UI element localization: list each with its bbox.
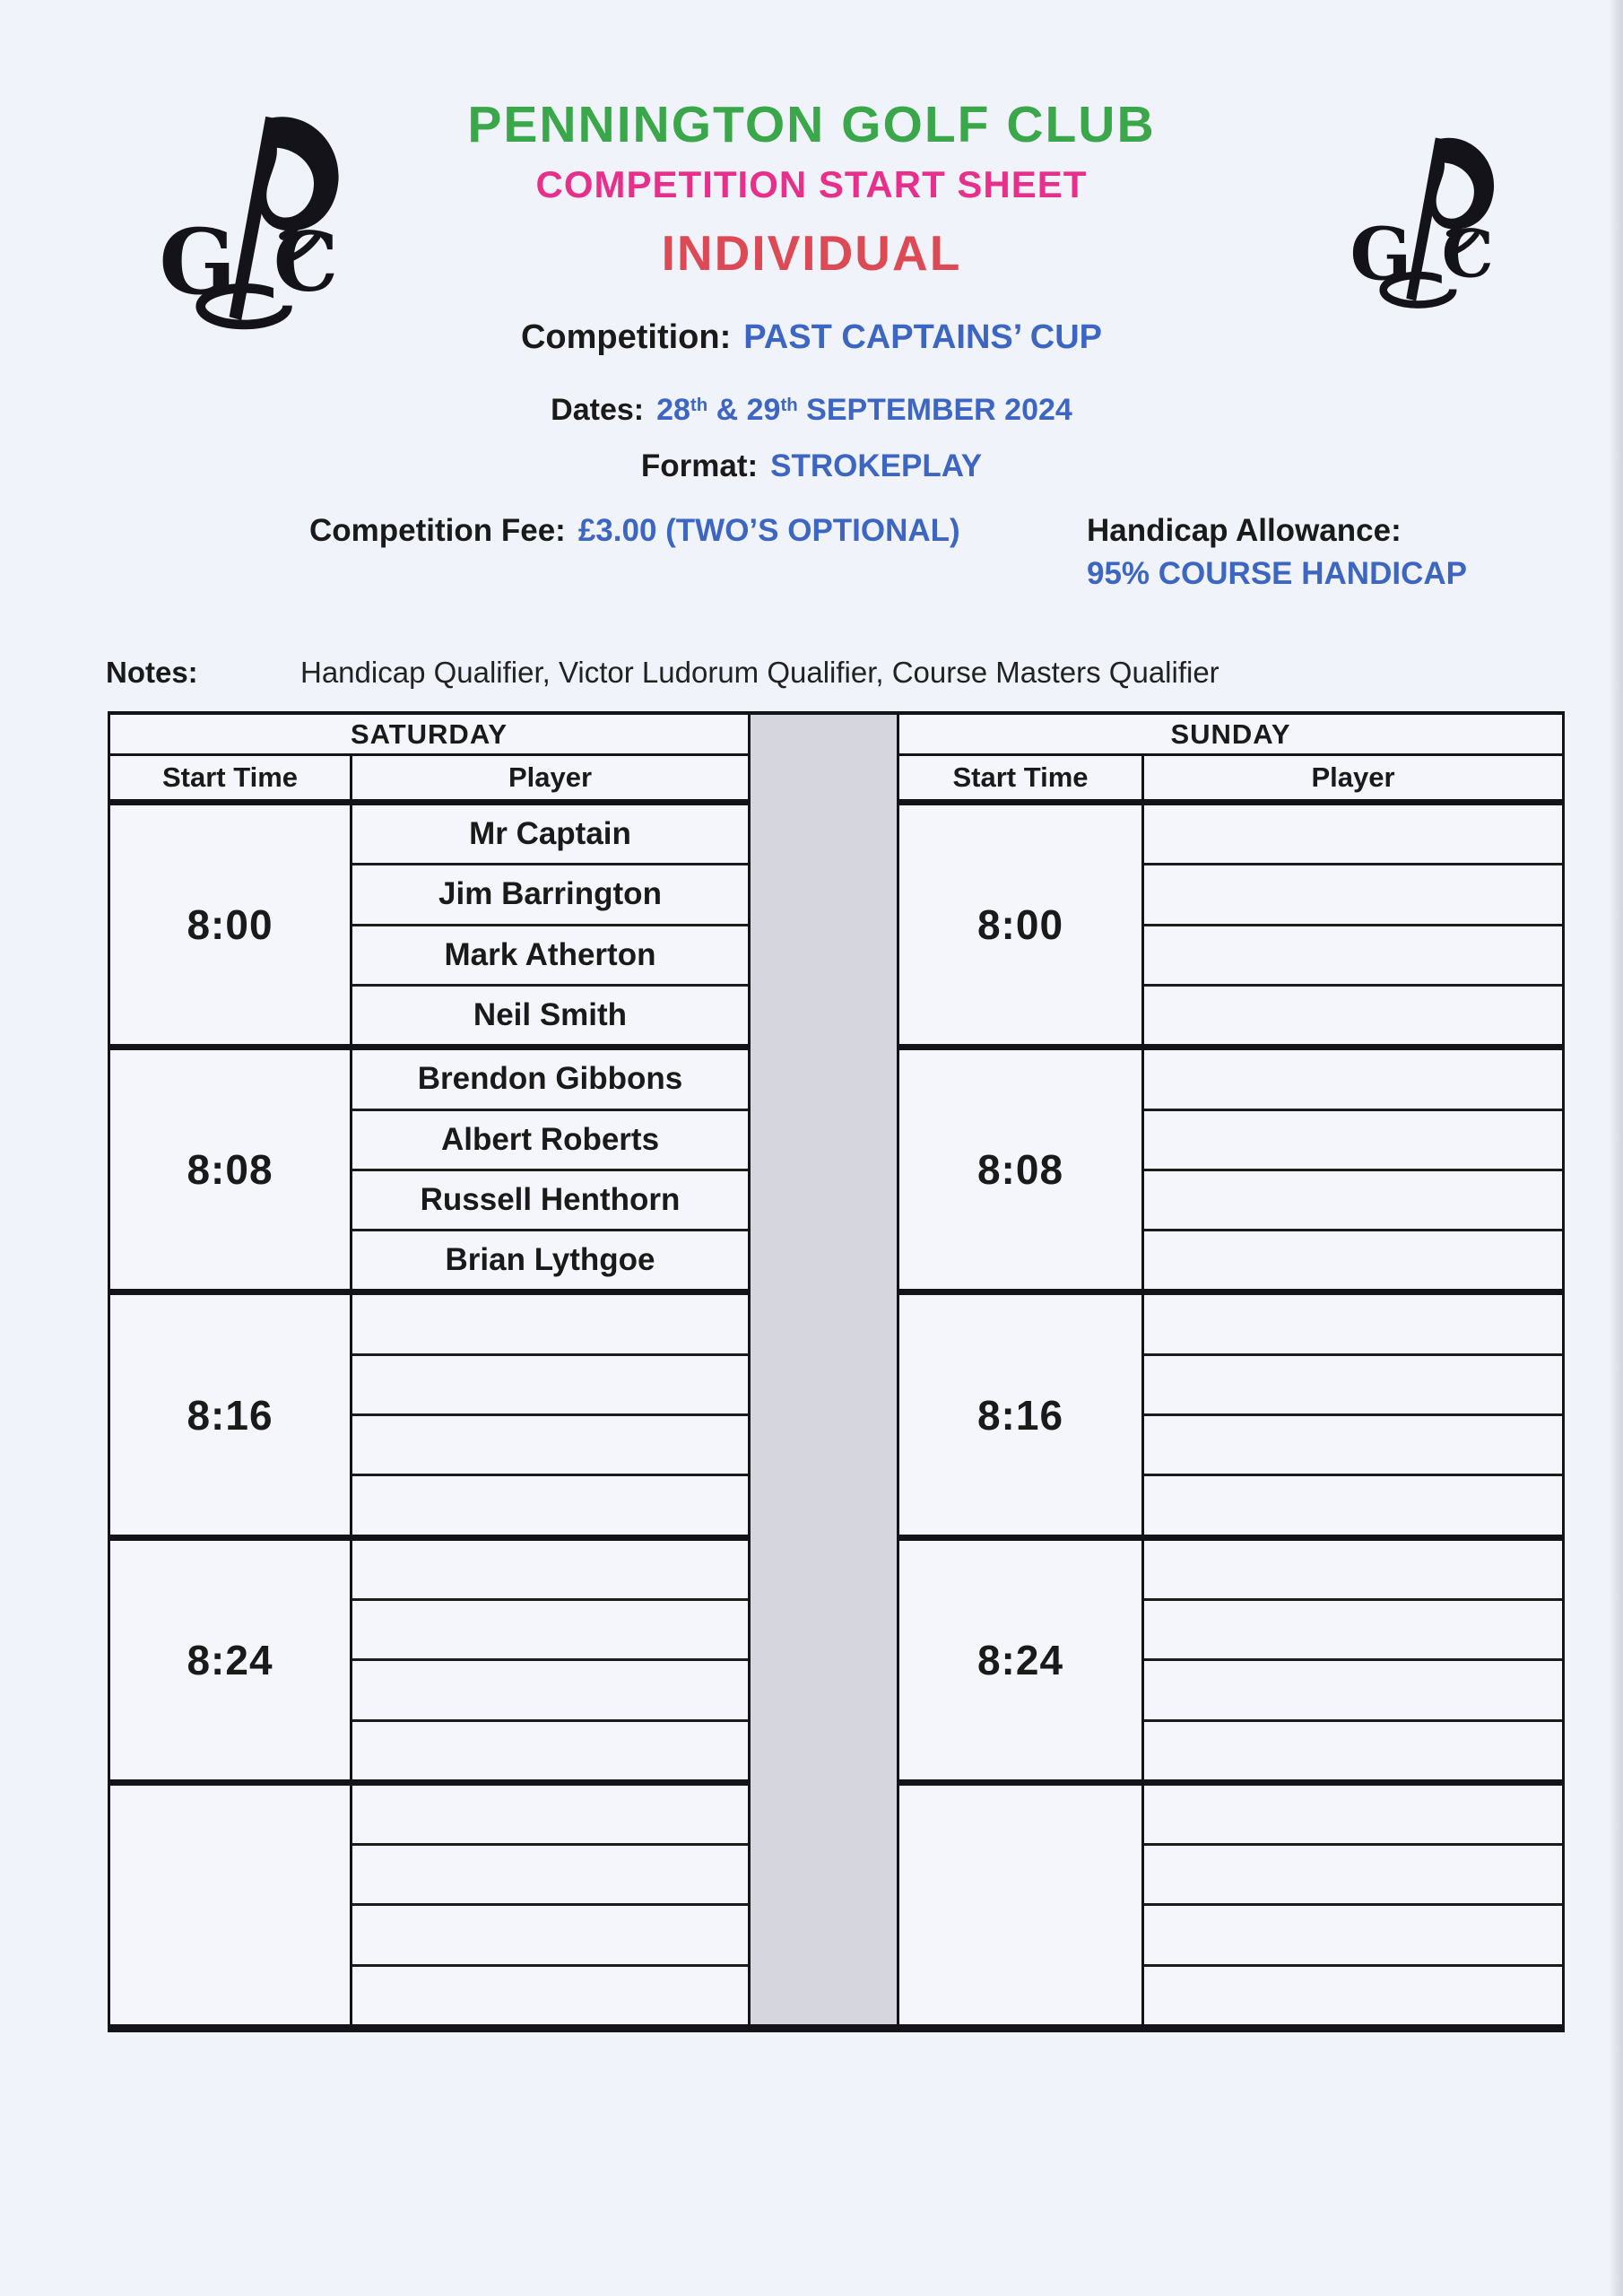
notes-label: Notes: bbox=[106, 656, 198, 689]
tee-time-group bbox=[110, 1786, 748, 2024]
player-cell bbox=[1144, 1231, 1562, 1289]
player-cell bbox=[1144, 1171, 1562, 1231]
dates-rest: SEPTEMBER 2024 bbox=[797, 393, 1072, 427]
tee-time-group bbox=[899, 805, 1562, 1050]
sunday-header: SUNDAY bbox=[899, 715, 1562, 756]
tee-time-group bbox=[899, 1541, 1562, 1786]
fee-label: Competition Fee: bbox=[309, 513, 566, 548]
player-cell bbox=[352, 1541, 748, 1601]
competition-value: PAST CAPTAINS’ CUP bbox=[743, 318, 1103, 356]
logo-letter-g: G bbox=[159, 209, 237, 316]
player-cell bbox=[1144, 1111, 1562, 1171]
player-cell bbox=[1144, 1786, 1562, 1846]
fee-value: £3.00 (TWO’S OPTIONAL) bbox=[577, 513, 960, 548]
player-cell: Neil Smith bbox=[473, 997, 628, 1033]
player-cell bbox=[1144, 926, 1562, 987]
start-time-cell: 8:08 bbox=[110, 1050, 352, 1289]
player-cell: Russell Henthorn bbox=[352, 1171, 748, 1231]
player-column-header: Player bbox=[1311, 761, 1395, 793]
format-label: Format: bbox=[640, 448, 759, 483]
player-cell: Albert Roberts bbox=[352, 1111, 748, 1171]
player-cell bbox=[352, 1476, 748, 1534]
start-time-cell: 8:16 bbox=[899, 1295, 1144, 1534]
saturday-table bbox=[108, 715, 751, 2024]
player-cell bbox=[1144, 805, 1562, 865]
dates-day2: 29 bbox=[746, 393, 781, 427]
start-time-column-header: Start Time bbox=[110, 756, 352, 799]
format-value: STROKEPLAY bbox=[770, 448, 983, 483]
handicap-label: Handicap Allowance: bbox=[1087, 513, 1402, 548]
competition-line bbox=[0, 318, 1623, 357]
page-title: PENNINGTON GOLF CLUB bbox=[467, 96, 1156, 153]
player-cell bbox=[1144, 1661, 1562, 1721]
player-cell bbox=[1144, 1601, 1562, 1661]
player-cell bbox=[1144, 1967, 1562, 2024]
player-cell: Mark Atherton bbox=[352, 926, 748, 987]
player-cell: Brendon Gibbons bbox=[352, 1050, 748, 1110]
tee-time-group bbox=[899, 1295, 1562, 1540]
scan-edge-shadow bbox=[1609, 0, 1623, 2296]
logo-letter-g: G bbox=[1350, 212, 1412, 298]
player-cell bbox=[1144, 1295, 1562, 1355]
dates-label: Dates: bbox=[551, 393, 645, 427]
saturday-column-headers bbox=[110, 756, 748, 805]
dates-sup2: th bbox=[780, 395, 798, 415]
dates-line bbox=[0, 393, 1623, 428]
player-cell bbox=[352, 1661, 748, 1721]
start-time-column-header: Start Time bbox=[899, 756, 1144, 799]
start-time-cell: 8:24 bbox=[110, 1541, 352, 1779]
player-cell bbox=[1144, 1476, 1562, 1534]
player-cell bbox=[352, 1786, 748, 1846]
dates-joiner: & bbox=[707, 393, 747, 427]
player-cell bbox=[352, 1906, 748, 1966]
start-time-cell: 8:00 bbox=[110, 805, 352, 1044]
player-cell bbox=[1144, 1541, 1562, 1601]
sunday-table bbox=[897, 715, 1565, 2024]
logo-letter-c: C bbox=[273, 214, 339, 310]
start-time-cell: 8:08 bbox=[899, 1050, 1144, 1289]
player-cell: Jim Barrington bbox=[352, 865, 748, 926]
sheet-subtitle: COMPETITION START SHEET bbox=[535, 163, 1088, 205]
tee-time-group bbox=[899, 1786, 1562, 2024]
player-cell bbox=[352, 1967, 748, 2024]
dates-day1: 28 bbox=[656, 393, 690, 427]
player-cell bbox=[352, 1601, 748, 1661]
dates-value bbox=[656, 393, 1072, 427]
fee-line bbox=[309, 513, 960, 549]
notes-value: Handicap Qualifier, Victor Ludorum Qualifier, Course Masters Qualifier bbox=[300, 656, 1219, 689]
start-time-cell bbox=[110, 1786, 352, 2024]
tee-time-group bbox=[110, 1541, 748, 1786]
player-cell: Mr Captain bbox=[352, 805, 748, 865]
tee-time-group bbox=[110, 805, 748, 1050]
player-cell bbox=[1144, 1356, 1562, 1416]
start-time-cell: 8:16 bbox=[110, 1295, 352, 1534]
tee-time-group bbox=[899, 1050, 1562, 1295]
handicap-value: 95% COURSE HANDICAP bbox=[1087, 556, 1467, 591]
event-type-title: INDIVIDUAL bbox=[661, 225, 962, 281]
player-cell bbox=[352, 1722, 748, 1779]
start-time-cell: 8:00 bbox=[899, 805, 1144, 1044]
center-divider-stripe bbox=[751, 715, 897, 2024]
competition-label: Competition: bbox=[520, 318, 732, 356]
player-cell bbox=[352, 1295, 748, 1355]
start-time-cell bbox=[899, 1786, 1144, 2024]
player-cell bbox=[1144, 1722, 1562, 1779]
tee-time-group bbox=[110, 1295, 748, 1540]
player-cell bbox=[1144, 865, 1562, 926]
player-column-header: Player bbox=[508, 761, 593, 793]
sunday-column-headers bbox=[899, 756, 1562, 805]
player-cell bbox=[352, 1356, 748, 1416]
player-cell bbox=[352, 1416, 748, 1476]
player-cell bbox=[1144, 1050, 1562, 1110]
player-cell bbox=[352, 1846, 748, 1906]
player-cell: Brian Lythgoe bbox=[445, 1242, 655, 1278]
dates-sup1: th bbox=[690, 395, 708, 415]
player-cell bbox=[1144, 1416, 1562, 1476]
format-line bbox=[0, 448, 1623, 484]
logo-letter-c: C bbox=[1441, 216, 1494, 293]
tee-time-group bbox=[110, 1050, 748, 1295]
player-cell bbox=[1144, 987, 1562, 1044]
player-cell bbox=[1144, 1906, 1562, 1966]
start-sheet-tables bbox=[108, 711, 1565, 2032]
saturday-header: SATURDAY bbox=[110, 715, 748, 756]
start-time-cell: 8:24 bbox=[899, 1541, 1144, 1779]
player-cell bbox=[1144, 1846, 1562, 1906]
